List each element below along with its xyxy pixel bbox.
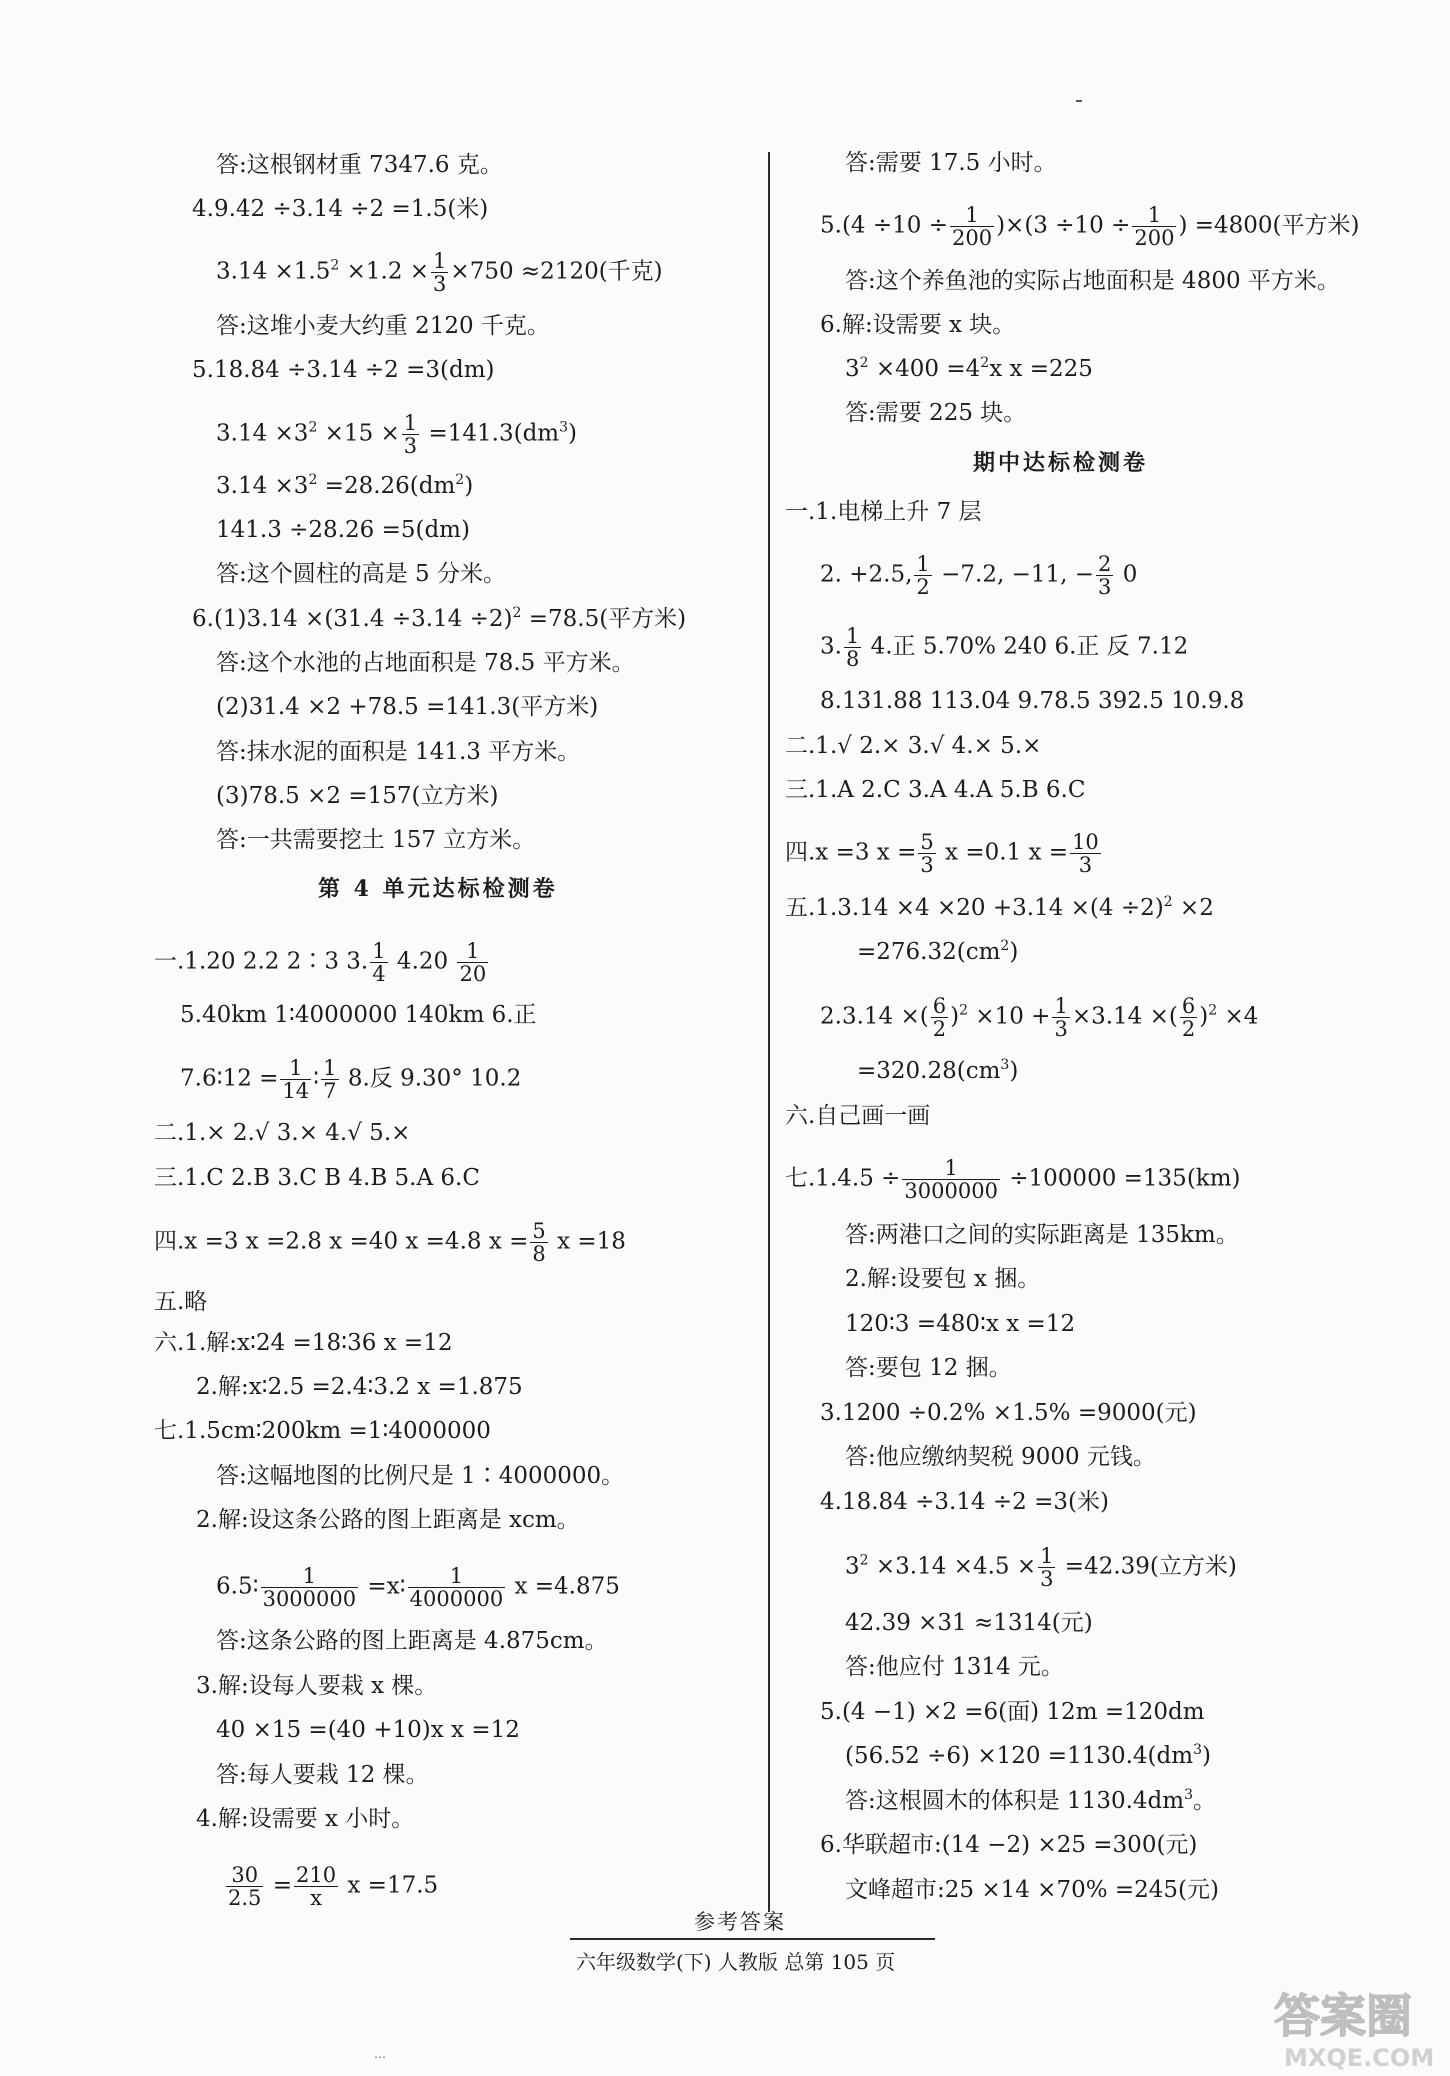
answer-line: 一.1.电梯上升 7 层 bbox=[785, 499, 982, 525]
fraction: $\frac{1}{14}$ bbox=[282, 1056, 310, 1103]
answer-line: 二.1.√ 2.× 3.√ 4.× 5.× bbox=[785, 733, 1042, 759]
answer-line: $6.(1)3.14 \times(31.4 \div 3.14 \div 2)^2 =78.5$(平方米) bbox=[192, 605, 687, 632]
answer-line: (3)78.5 ×2 =157(立方米) bbox=[216, 783, 499, 809]
fraction: $\frac{1}{200}$ bbox=[1134, 203, 1175, 250]
answer-line: 答:需要 17.5 小时。 bbox=[845, 150, 1057, 176]
answer-line: 答:这个圆柱的高是 5 分米。 bbox=[216, 561, 507, 587]
fraction: $\frac{1}{7}$ bbox=[323, 1056, 337, 1103]
watermark-logo bbox=[1270, 1980, 1445, 2072]
fraction: $\frac{6}{2}$ bbox=[1181, 994, 1196, 1041]
answer-line: 4.9.42 ÷3.14 ÷2 =1.5(米) bbox=[192, 196, 489, 222]
fraction: $\frac{1}{3}$ bbox=[1054, 994, 1068, 1041]
answer-line: 6.华联超市:(14 −2) ×25 =300(元) bbox=[820, 1832, 1198, 1858]
fraction: $\frac{1}{2}$ bbox=[916, 552, 930, 599]
fraction: $\frac{5}{3}$ bbox=[920, 830, 934, 877]
fraction: $\frac{2}{3}$ bbox=[1098, 552, 1112, 599]
watermark-text: 答案圈 bbox=[1274, 1989, 1412, 2043]
answer-line: 2. +2.5, $\frac{1}{2}$ −7.2, −11, − $\frac{2}{3}$ 0 bbox=[820, 552, 1138, 599]
fraction: $\frac{210}{x}$ bbox=[296, 1863, 337, 1910]
answer-line: 答:每人要栽 12 棵。 bbox=[216, 1762, 429, 1788]
answer-line: $3^2 \times 3.14 \times 4.5$ × $\frac{1}{3}$ =42.39(立方米) bbox=[845, 1544, 1237, 1591]
answer-line: 4.解:设需要 x 小时。 bbox=[196, 1806, 415, 1832]
answer-line: $=320.28(cm^3)$ bbox=[857, 1057, 1019, 1084]
answer-line: 二.1.× 2.√ 3.× 4.√ 5.× bbox=[154, 1120, 411, 1146]
answer-line: 三.1.C 2.B 3.C B 4.B 5.A 6.C bbox=[154, 1165, 480, 1191]
answer-line: $3.14 \times 1.5^2 \times 1.2$ × $\frac{1}{3}$ ×750 ≈2120(千克) bbox=[216, 249, 663, 296]
answer-line: 120∶3 =480∶x x =12 bbox=[845, 1311, 1076, 1337]
fraction: $\frac{1}{200}$ bbox=[951, 203, 993, 250]
answer-line: 答:需要 225 块。 bbox=[845, 400, 1027, 426]
answer-line: 答:这根钢材重 7347.6 克。 bbox=[216, 152, 503, 178]
answer-line: $3.14 \times 3^2 =28.26(dm^2)$ bbox=[216, 472, 474, 499]
fraction: $\frac{1}{20}$ bbox=[459, 939, 487, 986]
fraction: $\frac{1}{8}$ bbox=[845, 624, 860, 671]
answer-line: $(56.52 \div 6) \times 120 =1130.4(dm^3)$ bbox=[845, 1742, 1211, 1769]
answer-line: 6.5∶ $\frac{1}{3000000}$ =x∶ $\frac{1}{4000000}$ x =4.875 bbox=[216, 1564, 620, 1611]
answer-line: 2.解:x∶2.5 =2.4∶3.2 x =1.875 bbox=[196, 1374, 523, 1400]
answer-line: 四.x =3 x =2.8 x =40 x =4.8 x = $\frac{5}{8}$ x =18 bbox=[154, 1219, 626, 1266]
answer-line: 5.(4 −1) ×2 =6(面) 12m =120dm bbox=[820, 1699, 1205, 1725]
answer-line: 答:抹水泥的面积是 141.3 平方米。 bbox=[216, 739, 581, 765]
answer-line: 141.3 ÷28.26 =5(dm) bbox=[216, 517, 470, 543]
answer-line: $=276.32(cm^2)$ bbox=[857, 938, 1019, 965]
answer-line: 六.1.解:x∶24 =18∶36 x =12 bbox=[154, 1330, 453, 1356]
answer-line: 7.6∶12 = $\frac{1}{14}$ ∶ $\frac{1}{7}$ 8.反 9.30° 10.2 bbox=[180, 1056, 522, 1103]
answer-line: 五$.1.3.14 \times 4 \times 20 +3.14 \times(4 \div 2)^2 \times 2$ bbox=[785, 894, 1214, 921]
scan-mark bbox=[1076, 100, 1082, 102]
fraction: $\frac{1}{3}$ bbox=[433, 249, 447, 296]
answer-line: 2.3.14 ×( $\frac{6}{2}$ )$^2$ ×10 + $\frac{1}{3}$ ×3.14 ×( $\frac{6}{2}$ )$^2$ ×4 bbox=[820, 994, 1259, 1041]
answer-line: 2.解:设这条公路的图上距离是 xcm。 bbox=[196, 1507, 580, 1533]
answer-line: 七.1.4.5 ÷ $\frac{1}{3000000}$ ÷100000 =135(km) bbox=[785, 1156, 1241, 1203]
fraction: $\frac{1}{3}$ bbox=[1040, 1544, 1054, 1591]
fraction: $\frac{1}{4000000}$ bbox=[409, 1564, 504, 1611]
answer-line: $3.14 \times 3^2 \times 15$ × $\frac{1}{3}$ $=141.3(dm^3)$ bbox=[216, 411, 578, 458]
answer-line: 4.18.84 ÷3.14 ÷2 =3(米) bbox=[820, 1489, 1109, 1515]
fraction: $\frac{30}{2.5}$ bbox=[228, 1863, 262, 1910]
answer-line: 文峰超市:25 ×14 ×70% =245(元) bbox=[845, 1877, 1219, 1903]
answer-line: 答:这条公路的图上距离是 4.875cm。 bbox=[216, 1628, 608, 1654]
answer-line: 5.(4 ÷10 ÷ $\frac{1}{200}$ )×(3 ÷10 ÷ $\frac{1}{200}$ ) =4800(平方米) bbox=[820, 203, 1360, 250]
answer-line: 3.1200 ÷0.2% ×1.5% =9000(元) bbox=[820, 1400, 1197, 1426]
answer-line: (2)31.4 ×2 +78.5 =141.3(平方米) bbox=[216, 694, 599, 720]
answer-line: 三.1.A 2.C 3.A 4.A 5.B 6.C bbox=[785, 777, 1086, 803]
section-title-unit4: 第 4 单元达标检测卷 bbox=[318, 876, 558, 902]
fraction: $\frac{1}{3000000}$ bbox=[904, 1156, 998, 1203]
answer-line: 四.x =3 x = $\frac{5}{3}$ x =0.1 x = $\frac{10}{3}$ bbox=[785, 830, 1099, 877]
answer-line: 答:这个养鱼池的实际占地面积是 4800 平方米。 bbox=[845, 268, 1340, 294]
answer-line: 8.131.88 113.04 9.78.5 392.5 10.9.8 bbox=[820, 688, 1245, 714]
answer-line: 一.1.20 2.2 2∶3 3. $\frac{1}{4}$ 4.20 $\frac{1}{20}$ bbox=[154, 939, 487, 986]
fraction: $\frac{5}{8}$ bbox=[532, 1219, 546, 1266]
answer-line: 答:要包 12 捆。 bbox=[845, 1355, 1012, 1381]
answer-line: 答:这堆小麦大约重 2120 千克。 bbox=[216, 313, 550, 339]
scan-speck: ⋯ bbox=[374, 2050, 386, 2064]
answer-line: 5.40km 1∶4000000 140km 6.正 bbox=[180, 1002, 537, 1028]
answer-line: 答:这个水池的占地面积是 78.5 平方米。 bbox=[216, 650, 635, 676]
footer-title: 参考答案 bbox=[694, 1910, 786, 1934]
watermark-url: MXQE.COM bbox=[1284, 2044, 1435, 2072]
answer-line: 5.18.84 ÷3.14 ÷2 =3(dm) bbox=[192, 357, 495, 383]
answer-line: $\frac{30}{2.5}$ = $\frac{210}{x}$ x =17.5 bbox=[228, 1863, 439, 1910]
fraction: $\frac{1}{4}$ bbox=[372, 939, 386, 986]
answer-line: 答:这幅地图的比例尺是 1∶4000000。 bbox=[216, 1463, 625, 1489]
fraction: $\frac{1}{3}$ bbox=[403, 411, 418, 458]
answer-line: 3. $\frac{1}{8}$ 4.正 5.70% 240 6.正 反 7.12 bbox=[820, 624, 1189, 671]
answer-line: 答:他应付 1314 元。 bbox=[845, 1654, 1064, 1680]
answer-line: 6.解:设需要 x 块。 bbox=[820, 312, 1016, 338]
answer-line: 答:两港口之间的实际距离是 135km。 bbox=[845, 1222, 1239, 1248]
answer-line: 42.39 ×31 ≈1314(元) bbox=[845, 1610, 1093, 1636]
answer-line: 答:一共需要挖土 157 立方米。 bbox=[216, 827, 536, 853]
footer-rule bbox=[570, 1938, 935, 1940]
fraction: $\frac{10}{3}$ bbox=[1072, 830, 1099, 877]
answer-line: 六.自己画一画 bbox=[785, 1103, 931, 1129]
answer-line: 40 ×15 =(40 +10)x x =12 bbox=[216, 1717, 520, 1743]
answer-line: 答:他应缴纳契税 9000 元钱。 bbox=[845, 1444, 1156, 1470]
answer-line: 答:这根圆木的体积是 $1130.4dm^3$。 bbox=[845, 1787, 1216, 1814]
answer-line: 五.略 bbox=[154, 1289, 208, 1315]
answer-line: 七.1.5cm∶200km =1∶4000000 bbox=[154, 1418, 491, 1444]
answer-line: 2.解:设要包 x 捆。 bbox=[845, 1266, 1041, 1292]
fraction: $\frac{1}{3000000}$ bbox=[262, 1564, 357, 1611]
section-title-midterm: 期中达标检测卷 bbox=[973, 450, 1149, 476]
footer-info: 六年级数学(下) 人教版 总第 105 页 bbox=[576, 1950, 896, 1974]
column-divider bbox=[768, 152, 770, 1912]
answer-line: 3.解:设每人要栽 x 棵。 bbox=[196, 1673, 438, 1699]
answer-line: $3^2 \times 400 =4^2x$ x =225 bbox=[845, 355, 1093, 382]
fraction: $\frac{6}{2}$ bbox=[932, 994, 947, 1041]
